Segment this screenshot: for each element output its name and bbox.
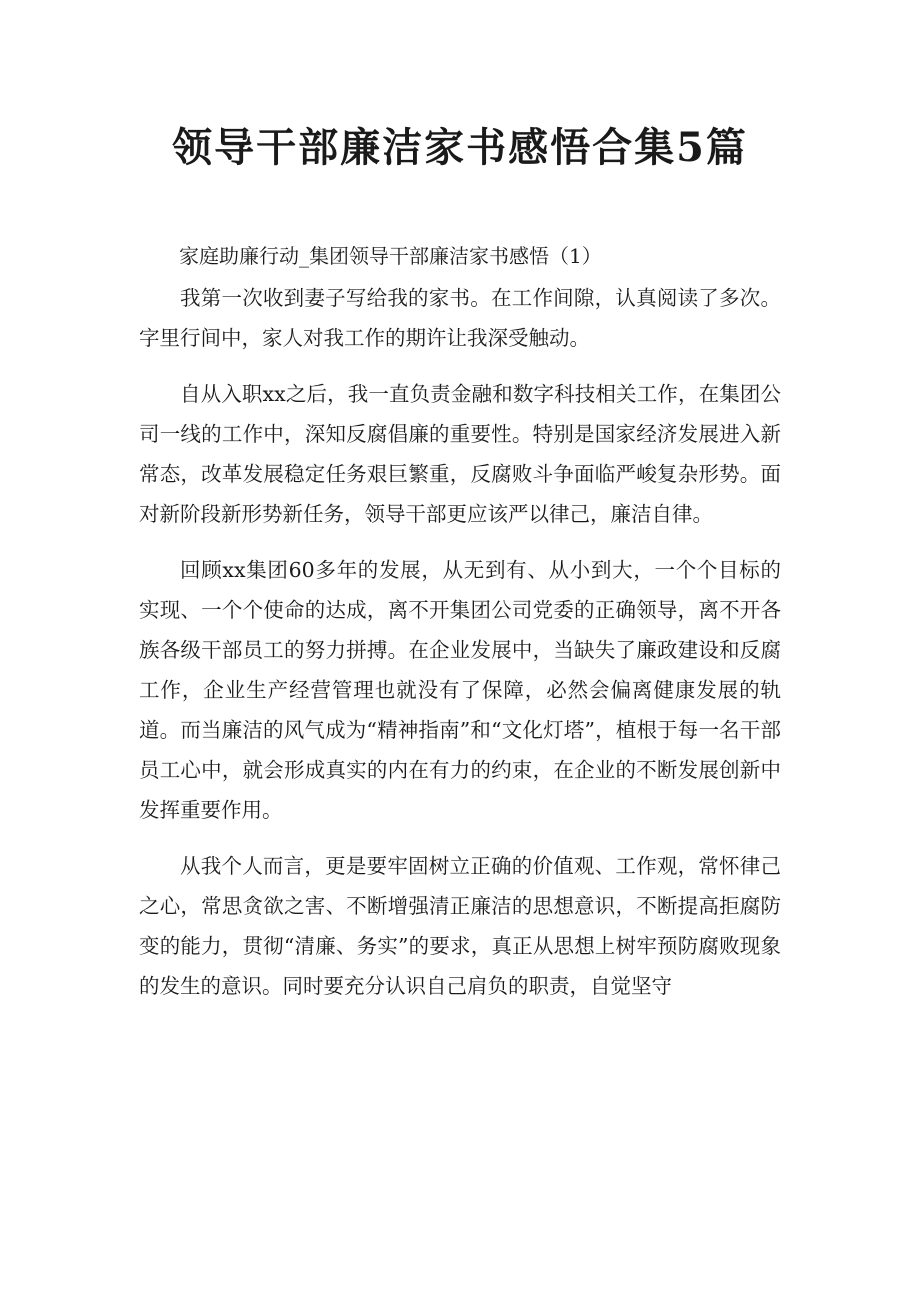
paragraph-2: 自从入职xx之后，我一直负责金融和数字科技相关工作，在集团公司一线的工作中，深知反腐倡廉的重要性。特别是国家经济发展进入新常态，改革发展稳定任务艰巨繁重，反腐败斗争面临严峻复杂形势。面对新阶段新形势新任务，领导干部更应该严以律己，廉洁自律。 — [139, 382, 781, 526]
paragraph-4: 从我个人而言，更是要牢固树立正确的价值观、工作观，常怀律己之心，常思贪欲之害、不断增强清正廉洁的思想意识，不断提高拒腐防变的能力，贯彻“清廉、务实”的要求，真正从思想上树牢预防腐败现象的发生的意识。同时要充分认识自己肩负的职责，自觉坚守 — [139, 854, 781, 998]
document-body — [139, 234, 781, 1006]
paragraph-1: 我第一次收到妻子写给我的家书。在工作间隙，认真阅读了多次。字里行间中，家人对我工作的期许让我深受触动。 — [139, 286, 781, 350]
section-subtitle: 家庭助廉行动_集团领导干部廉洁家书感悟（1） — [179, 244, 602, 268]
paragraph-3: 回顾xx集团60多年的发展，从无到有、从小到大，一个个目标的实现、一个个使命的达成，离不开集团公司党委的正确领导，离不开各族各级干部员工的努力拼搏。在企业发展中，当缺失了廉政建设和反腐工作，企业生产经营管理也就没有了保障，必然会偏离健康发展的轨道。而当廉洁的风气成为“精神指南”和“文化灯塔”，植根于每一名干部员工心中，就会形成真实的内在有力的约束，在企业的不断发展创新中发挥重要作用。 — [139, 558, 781, 822]
document-title: 领导干部廉洁家书感悟合集5篇 — [172, 124, 748, 171]
